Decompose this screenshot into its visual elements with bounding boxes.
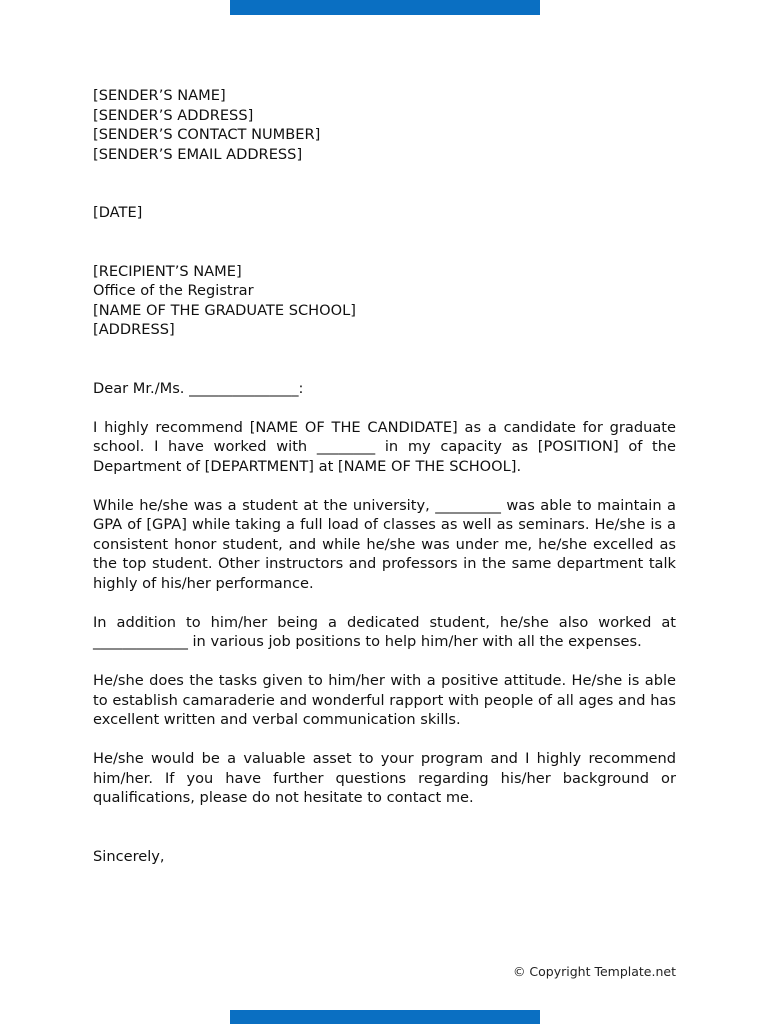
letter-body: [93, 86, 676, 886]
sender-name: [SENDER’S NAME]: [93, 87, 226, 104]
sender-block: [93, 86, 676, 164]
date: [DATE]: [93, 204, 143, 221]
date-line: [93, 203, 676, 223]
body-paragraph-5: He/she would be a valuable asset to your program and I highly recommend him/her. If you have further questions regarding his/her background or qualifications, please do not hesitate to contact me.: [93, 750, 676, 806]
body-paragraph-2: While he/she was a student at the university, _________ was able to maintain a GPA of [GPA] while taking a full load of classes as well as seminars. He/she is a consistent honor student, and while he/she was under me, he/she excelled as the top student. Other instructors and professors in the same department talk highly of his/her performance.: [93, 496, 676, 592]
sender-contact-number: [SENDER’S CONTACT NUMBER]: [93, 126, 321, 143]
recipient-school: [NAME OF THE GRADUATE SCHOOL]: [93, 301, 356, 319]
recipient-block: [93, 262, 676, 340]
body-paragraph-1: I highly recommend [NAME OF THE CANDIDATE] as a candidate for graduate school. I have worked with ________ in my capacity as [POSITION] of the Department of [DEPARTMENT] at [NAME OF THE SCHOOL].: [93, 418, 676, 475]
closing: Sincerely,: [93, 847, 165, 865]
sender-email-address: [SENDER’S EMAIL ADDRESS]: [93, 145, 303, 163]
recipient-address: [ADDRESS]: [93, 321, 175, 338]
body-paragraph-4: He/she does the tasks given to him/her with a positive attitude. He/she is able to establish camaraderie and wonderful rapport with people of all ages and has excellent written and verbal communication skills.: [93, 672, 676, 728]
copyright-footer: © Copyright Template.net: [512, 964, 676, 979]
bottom-accent-bar: [230, 1010, 540, 1024]
recipient-office: Office of the Registrar: [93, 282, 254, 299]
sender-address: [SENDER’S ADDRESS]: [93, 106, 254, 124]
salutation: Dear Mr./Ms. _______________:: [93, 379, 304, 397]
top-accent-bar: [230, 0, 540, 15]
body-paragraph-3: In addition to him/her being a dedicated student, he/she also worked at _____________ in various job positions to help him/her with all the expenses.: [93, 613, 676, 650]
recipient-name: [RECIPIENT’S NAME]: [93, 262, 242, 280]
